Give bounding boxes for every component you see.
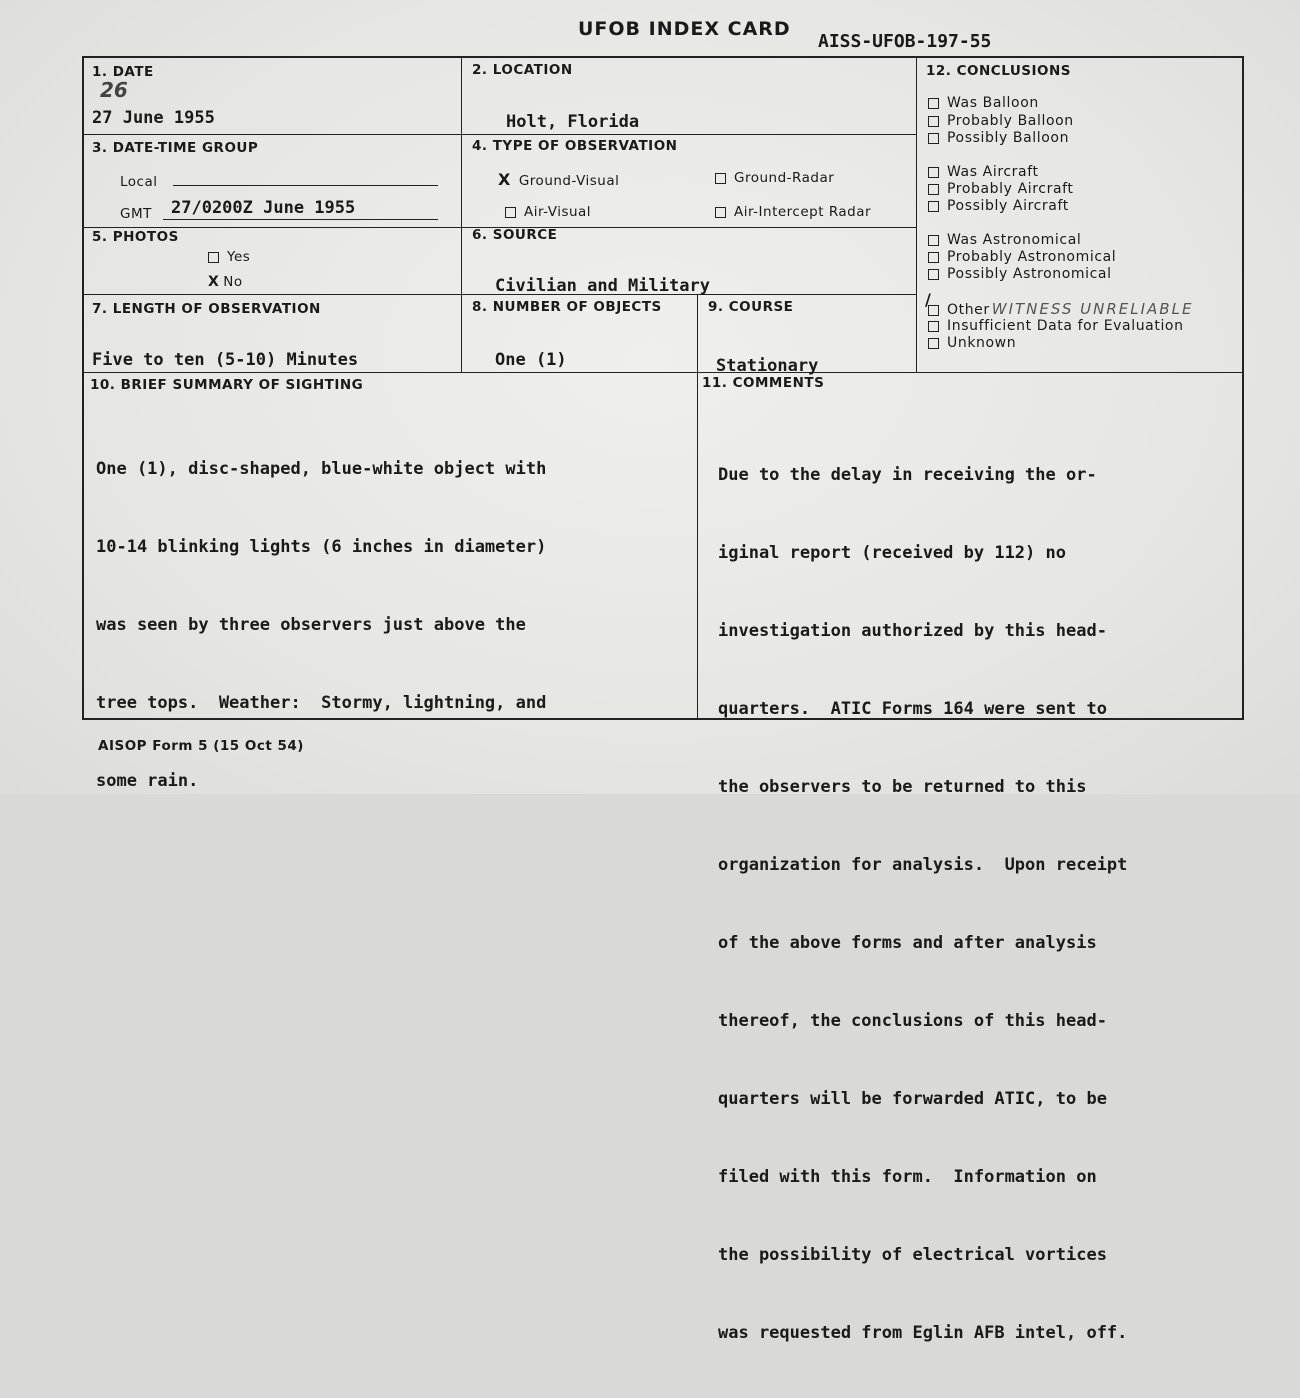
location-value: Holt, Florida [506, 112, 640, 132]
comments-line: of the above forms and after analysis [718, 933, 1097, 953]
comments-line: the observers to be returned to this [718, 777, 1087, 797]
conclusion-possibly-aircraft: Possibly Aircraft [928, 198, 1069, 214]
checkbox-icon [928, 269, 939, 280]
photos-no: X No [208, 274, 243, 290]
other-handwritten-note: WITNESS UNRELIABLE [991, 300, 1194, 318]
option-air-intercept-radar: Air-Intercept Radar [715, 204, 871, 220]
conclusion-was-balloon: Was Balloon [928, 95, 1039, 111]
gmt-value: 27/0200Z June 1955 [171, 198, 356, 218]
conclusion-insufficient-data: Insufficient Data for Evaluation [928, 318, 1184, 334]
number-of-objects-label: 8. NUMBER OF OBJECTS [472, 299, 662, 315]
checkbox-icon [715, 207, 726, 218]
checkbox-icon [928, 184, 939, 195]
comments-line: was requested from Eglin AFB intel, off. [718, 1323, 1128, 1343]
photos-yes: Yes [208, 249, 250, 265]
summary-line: tree tops. Weather: Stormy, lightning, and [96, 693, 547, 713]
date-handwritten: 26 [100, 78, 128, 102]
checkbox-icon [928, 98, 939, 109]
comments-line: the possibility of electrical vortices [718, 1245, 1107, 1265]
comments-line: thereof, the conclusions of this head- [718, 1011, 1107, 1031]
conclusion-probably-aircraft: Probably Aircraft [928, 181, 1074, 197]
summary-line: One (1), disc-shaped, blue-white object with [96, 459, 547, 479]
local-label: Local [120, 174, 158, 190]
checkbox-icon [928, 116, 939, 127]
checkbox-icon [208, 252, 219, 263]
option-ground-radar: Ground-Radar [715, 170, 834, 186]
location-label: 2. LOCATION [472, 62, 573, 78]
checkbox-icon [928, 167, 939, 178]
summary-text [96, 404, 546, 846]
conclusion-unknown: Unknown [928, 335, 1016, 351]
checkbox-icon [928, 338, 939, 349]
comments-line: Due to the delay in receiving the or- [718, 465, 1097, 485]
divider [83, 134, 917, 135]
checkbox-icon [928, 201, 939, 212]
course-label: 9. COURSE [708, 299, 794, 315]
checkbox-icon [928, 321, 939, 332]
type-of-observation-label: 4. TYPE OF OBSERVATION [472, 138, 678, 154]
other-check-mark-icon: / [925, 290, 931, 309]
photos-label: 5. PHOTOS [92, 229, 179, 245]
comments-label: 11. COMMENTS [702, 375, 825, 391]
comments-line: quarters. ATIC Forms 164 were sent to [718, 699, 1107, 719]
date-label: 1. DATE [92, 64, 154, 80]
date-value: 27 June 1955 [92, 108, 215, 128]
source-value: Civilian and Military [495, 276, 710, 296]
card-id: AISS-UFOB-197-55 [818, 31, 992, 52]
checkbox-icon [715, 173, 726, 184]
conclusion-was-aircraft: Was Aircraft [928, 164, 1039, 180]
conclusion-probably-astronomical: Probably Astronomical [928, 249, 1116, 265]
number-of-objects-value: One (1) [495, 350, 567, 370]
comments-line: filed with this form. Information on [718, 1167, 1097, 1187]
summary-line: some rain. [96, 771, 199, 791]
comments-text [718, 410, 1127, 1398]
conclusion-was-astronomical: Was Astronomical [928, 232, 1081, 248]
checkbox-icon [928, 235, 939, 246]
comments-line: iginal report (received by 112) no [718, 543, 1066, 563]
checkbox-icon [928, 133, 939, 144]
comments-line: organization for analysis. Upon receipt [718, 855, 1128, 875]
summary-label: 10. BRIEF SUMMARY OF SIGHTING [90, 377, 364, 393]
checkbox-icon [505, 207, 516, 218]
course-value: Stationary [716, 356, 819, 376]
summary-line: was seen by three observers just above the [96, 615, 526, 635]
summary-line: 10-14 blinking lights (6 inches in diameter) [96, 537, 547, 557]
option-ground-visual: X Ground-Visual [498, 170, 620, 189]
checkbox-icon [928, 252, 939, 263]
conclusion-possibly-astronomical: Possibly Astronomical [928, 266, 1112, 282]
conclusions-label: 12. CONCLUSIONS [926, 63, 1072, 79]
source-label: 6. SOURCE [472, 227, 558, 243]
conclusion-other: Other WITNESS UNRELIABLE [928, 300, 1193, 318]
option-air-visual: Air-Visual [505, 204, 591, 220]
divider [461, 57, 462, 373]
conclusion-probably-balloon: Probably Balloon [928, 113, 1074, 129]
card-title: UFOB INDEX CARD [578, 18, 791, 40]
conclusion-possibly-balloon: Possibly Balloon [928, 130, 1069, 146]
comments-line: quarters will be forwarded ATIC, to be [718, 1089, 1107, 1109]
divider [697, 294, 698, 719]
length-label: 7. LENGTH OF OBSERVATION [92, 301, 321, 317]
gmt-line [163, 219, 438, 220]
checked-mark-icon: X [498, 170, 511, 189]
length-value: Five to ten (5-10) Minutes [92, 350, 359, 370]
form-footer-label: AISOP Form 5 (15 Oct 54) [98, 738, 304, 754]
comments-line: investigation authorized by this head- [718, 621, 1107, 641]
divider [916, 57, 917, 373]
local-line [173, 185, 438, 186]
date-time-group-label: 3. DATE-TIME GROUP [92, 140, 259, 156]
gmt-label: GMT [120, 206, 152, 222]
checked-mark-icon: X [208, 274, 220, 290]
divider [83, 372, 1243, 373]
